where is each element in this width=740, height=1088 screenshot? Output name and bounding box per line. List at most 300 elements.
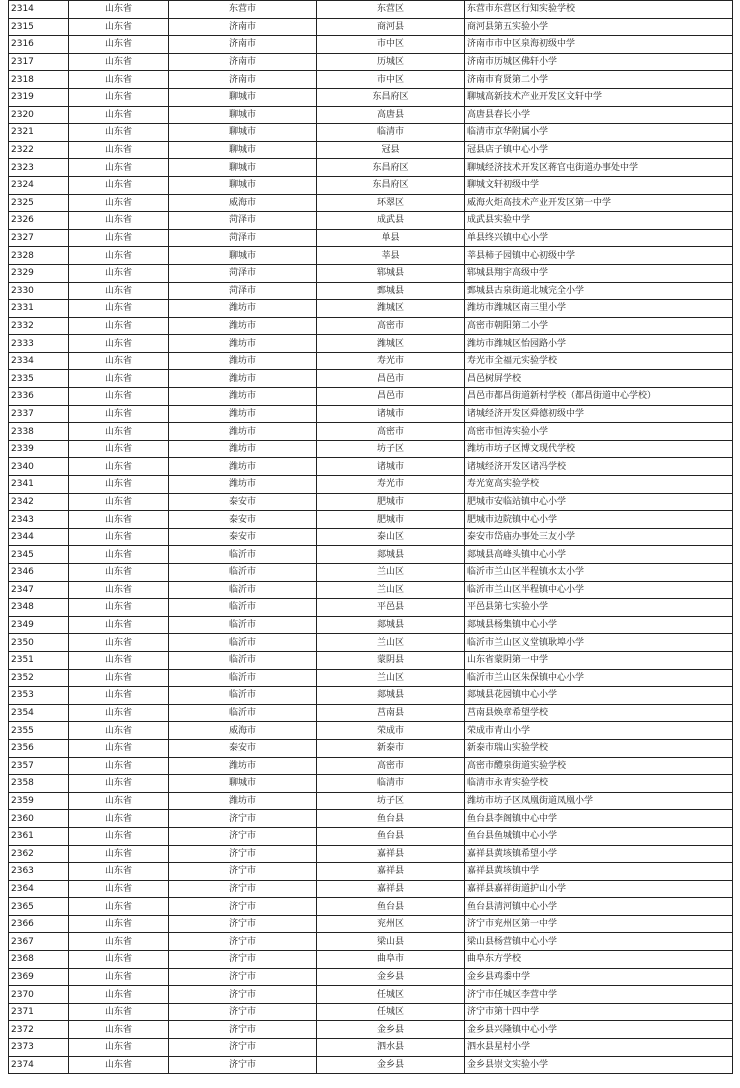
table-row — [9, 722, 733, 740]
city-cell: 临沂市 — [169, 599, 317, 617]
city-cell: 济宁市 — [169, 915, 317, 933]
table-row — [9, 229, 733, 247]
county-cell: 东昌府区 — [317, 88, 465, 106]
city-cell: 济宁市 — [169, 986, 317, 1004]
school-name-cell: 郓城县翔宇高级中学 — [465, 264, 733, 282]
row-number: 2356 — [9, 739, 69, 757]
row-number: 2360 — [9, 810, 69, 828]
school-name-cell: 金乡县鸡黍中学 — [465, 968, 733, 986]
county-cell: 东营区 — [317, 1, 465, 19]
county-cell: 鱼台县 — [317, 827, 465, 845]
city-cell: 泰安市 — [169, 528, 317, 546]
province-cell: 山东省 — [69, 282, 169, 300]
table-row — [9, 528, 733, 546]
row-number: 2352 — [9, 669, 69, 687]
school-name-cell: 冠县店子镇中心小学 — [465, 141, 733, 159]
row-number: 2327 — [9, 229, 69, 247]
city-cell: 聊城市 — [169, 141, 317, 159]
table-row — [9, 370, 733, 388]
county-cell: 泰山区 — [317, 528, 465, 546]
school-name-cell: 商河县第五实验小学 — [465, 18, 733, 36]
city-cell: 济宁市 — [169, 1039, 317, 1057]
school-name-cell: 济宁市任城区李营中学 — [465, 986, 733, 1004]
city-cell: 聊城市 — [169, 106, 317, 124]
city-cell: 临沂市 — [169, 669, 317, 687]
school-name-cell: 泰安市岱庙办事处三友小学 — [465, 528, 733, 546]
province-cell: 山东省 — [69, 1, 169, 19]
school-name-cell: 临清市永青实验学校 — [465, 775, 733, 793]
school-name-cell: 鱼台县李阁镇中心中学 — [465, 810, 733, 828]
row-number: 2349 — [9, 616, 69, 634]
county-cell: 莘县 — [317, 247, 465, 265]
county-cell: 鱼台县 — [317, 810, 465, 828]
county-cell: 兰山区 — [317, 634, 465, 652]
province-cell: 山东省 — [69, 388, 169, 406]
school-name-cell: 高密市恒涛实验小学 — [465, 423, 733, 441]
county-cell: 兖州区 — [317, 915, 465, 933]
table-row — [9, 18, 733, 36]
school-name-cell: 昌邑树屏学校 — [465, 370, 733, 388]
county-cell: 商河县 — [317, 18, 465, 36]
county-cell: 郓城县 — [317, 264, 465, 282]
county-cell: 泗水县 — [317, 1039, 465, 1057]
province-cell: 山东省 — [69, 810, 169, 828]
county-cell: 成武县 — [317, 212, 465, 230]
county-cell: 郯城县 — [317, 616, 465, 634]
row-number: 2370 — [9, 986, 69, 1004]
county-cell: 鱼台县 — [317, 898, 465, 916]
table-row — [9, 53, 733, 71]
city-cell: 济宁市 — [169, 863, 317, 881]
province-cell: 山东省 — [69, 352, 169, 370]
row-number: 2363 — [9, 863, 69, 881]
county-cell: 金乡县 — [317, 1056, 465, 1074]
row-number: 2318 — [9, 71, 69, 89]
city-cell: 威海市 — [169, 722, 317, 740]
city-cell: 临沂市 — [169, 564, 317, 582]
city-cell: 潍坊市 — [169, 370, 317, 388]
row-number: 2365 — [9, 898, 69, 916]
city-cell: 潍坊市 — [169, 458, 317, 476]
county-cell: 兰山区 — [317, 564, 465, 582]
county-cell: 兰山区 — [317, 581, 465, 599]
province-cell: 山东省 — [69, 141, 169, 159]
school-name-cell: 济南市育贤第二小学 — [465, 71, 733, 89]
row-number: 2325 — [9, 194, 69, 212]
city-cell: 临沂市 — [169, 616, 317, 634]
city-cell: 潍坊市 — [169, 423, 317, 441]
province-cell: 山东省 — [69, 493, 169, 511]
city-cell: 菏泽市 — [169, 229, 317, 247]
city-cell: 济宁市 — [169, 880, 317, 898]
county-cell: 莒南县 — [317, 704, 465, 722]
province-cell: 山东省 — [69, 212, 169, 230]
school-name-cell: 高唐县春长小学 — [465, 106, 733, 124]
row-number: 2328 — [9, 247, 69, 265]
province-cell: 山东省 — [69, 687, 169, 705]
row-number: 2345 — [9, 546, 69, 564]
table-row — [9, 106, 733, 124]
county-cell: 荣成市 — [317, 722, 465, 740]
province-cell: 山东省 — [69, 1021, 169, 1039]
school-name-cell: 鄄城县古泉街道北城完全小学 — [465, 282, 733, 300]
county-cell: 兰山区 — [317, 669, 465, 687]
province-cell: 山东省 — [69, 124, 169, 142]
school-name-cell: 临沂市兰山区半程镇中心小学 — [465, 581, 733, 599]
city-cell: 济宁市 — [169, 1056, 317, 1074]
county-cell: 郯城县 — [317, 546, 465, 564]
school-name-cell: 荣成市青山小学 — [465, 722, 733, 740]
county-cell: 东昌府区 — [317, 176, 465, 194]
province-cell: 山东省 — [69, 159, 169, 177]
province-cell: 山东省 — [69, 933, 169, 951]
table-row — [9, 176, 733, 194]
city-cell: 聊城市 — [169, 176, 317, 194]
province-cell: 山东省 — [69, 36, 169, 54]
county-cell: 鄄城县 — [317, 282, 465, 300]
city-cell: 济宁市 — [169, 1021, 317, 1039]
city-cell: 菏泽市 — [169, 282, 317, 300]
county-cell: 肥城市 — [317, 493, 465, 511]
city-cell: 济南市 — [169, 18, 317, 36]
row-number: 2322 — [9, 141, 69, 159]
table-body — [9, 1, 733, 1074]
province-cell: 山东省 — [69, 599, 169, 617]
province-cell: 山东省 — [69, 264, 169, 282]
school-name-cell: 临清市京华附属小学 — [465, 124, 733, 142]
county-cell: 嘉祥县 — [317, 880, 465, 898]
table-row — [9, 880, 733, 898]
school-name-cell: 潍坊市潍城区南三里小学 — [465, 300, 733, 318]
school-name-cell: 诸城经济开发区诸冯学校 — [465, 458, 733, 476]
school-name-cell: 济宁市兖州区第一中学 — [465, 915, 733, 933]
province-cell: 山东省 — [69, 229, 169, 247]
city-cell: 临沂市 — [169, 687, 317, 705]
row-number: 2343 — [9, 511, 69, 529]
table-row — [9, 124, 733, 142]
county-cell: 诸城市 — [317, 458, 465, 476]
row-number: 2332 — [9, 317, 69, 335]
table-row — [9, 405, 733, 423]
row-number: 2361 — [9, 827, 69, 845]
school-name-cell: 济南市市中区泉海初级中学 — [465, 36, 733, 54]
row-number: 2335 — [9, 370, 69, 388]
school-name-cell: 嘉祥县黄垓镇希望小学 — [465, 845, 733, 863]
row-number: 2362 — [9, 845, 69, 863]
table-row — [9, 352, 733, 370]
school-name-cell: 寿光宽高实验学校 — [465, 476, 733, 494]
school-name-cell: 泗水县星村小学 — [465, 1039, 733, 1057]
school-name-cell: 威海火炬高技术产业开发区第一中学 — [465, 194, 733, 212]
city-cell: 潍坊市 — [169, 388, 317, 406]
school-name-cell: 单县终兴镇中心小学 — [465, 229, 733, 247]
school-name-cell: 莘县柿子园镇中心初级中学 — [465, 247, 733, 265]
city-cell: 潍坊市 — [169, 757, 317, 775]
province-cell: 山东省 — [69, 528, 169, 546]
province-cell: 山东省 — [69, 1039, 169, 1057]
school-name-cell: 潍坊市坊子区博文现代学校 — [465, 440, 733, 458]
school-name-cell: 梁山县杨营镇中心小学 — [465, 933, 733, 951]
table-row — [9, 792, 733, 810]
row-number: 2320 — [9, 106, 69, 124]
school-name-cell: 鱼台县清河镇中心小学 — [465, 898, 733, 916]
school-name-cell: 高密市朝阳第二小学 — [465, 317, 733, 335]
table-row — [9, 1003, 733, 1021]
table-row — [9, 282, 733, 300]
table-row — [9, 775, 733, 793]
row-number: 2337 — [9, 405, 69, 423]
county-cell: 任城区 — [317, 986, 465, 1004]
table-row — [9, 898, 733, 916]
city-cell: 临沂市 — [169, 704, 317, 722]
table-row — [9, 1056, 733, 1074]
school-name-cell: 诸城经济开发区舜德初级中学 — [465, 405, 733, 423]
county-cell: 金乡县 — [317, 968, 465, 986]
county-cell: 坊子区 — [317, 792, 465, 810]
county-cell: 高唐县 — [317, 106, 465, 124]
county-cell: 嘉祥县 — [317, 863, 465, 881]
table-row — [9, 36, 733, 54]
table-row — [9, 194, 733, 212]
school-name-cell: 山东省蒙阴第一中学 — [465, 651, 733, 669]
row-number: 2355 — [9, 722, 69, 740]
city-cell: 济宁市 — [169, 898, 317, 916]
province-cell: 山东省 — [69, 458, 169, 476]
table-row — [9, 159, 733, 177]
province-cell: 山东省 — [69, 863, 169, 881]
school-name-cell: 聊城文轩初级中学 — [465, 176, 733, 194]
table-row — [9, 88, 733, 106]
city-cell: 聊城市 — [169, 775, 317, 793]
table-row — [9, 951, 733, 969]
city-cell: 临沂市 — [169, 546, 317, 564]
province-cell: 山东省 — [69, 546, 169, 564]
table-row — [9, 810, 733, 828]
province-cell: 山东省 — [69, 440, 169, 458]
province-cell: 山东省 — [69, 176, 169, 194]
row-number: 2336 — [9, 388, 69, 406]
row-number: 2372 — [9, 1021, 69, 1039]
table-row — [9, 827, 733, 845]
county-cell: 曲阜市 — [317, 951, 465, 969]
county-cell: 市中区 — [317, 71, 465, 89]
province-cell: 山东省 — [69, 88, 169, 106]
province-cell: 山东省 — [69, 476, 169, 494]
school-name-cell: 鱼台县鱼城镇中心小学 — [465, 827, 733, 845]
school-name-cell: 金乡县崇文实验小学 — [465, 1056, 733, 1074]
row-number: 2342 — [9, 493, 69, 511]
school-name-cell: 成武县实验中学 — [465, 212, 733, 230]
table-row — [9, 1, 733, 19]
province-cell: 山东省 — [69, 634, 169, 652]
county-cell: 高密市 — [317, 757, 465, 775]
city-cell: 潍坊市 — [169, 476, 317, 494]
row-number: 2316 — [9, 36, 69, 54]
table-row — [9, 933, 733, 951]
school-name-cell: 潍坊市坊子区凤凰街道凤凰小学 — [465, 792, 733, 810]
row-number: 2319 — [9, 88, 69, 106]
province-cell: 山东省 — [69, 53, 169, 71]
table-row — [9, 458, 733, 476]
school-name-cell: 郯城县高峰头镇中心小学 — [465, 546, 733, 564]
city-cell: 济宁市 — [169, 1003, 317, 1021]
county-cell: 新泰市 — [317, 739, 465, 757]
city-cell: 聊城市 — [169, 247, 317, 265]
school-name-cell: 肥城市安临站镇中心小学 — [465, 493, 733, 511]
table-row — [9, 511, 733, 529]
county-cell: 坊子区 — [317, 440, 465, 458]
province-cell: 山东省 — [69, 915, 169, 933]
county-cell: 东昌府区 — [317, 159, 465, 177]
province-cell: 山东省 — [69, 986, 169, 1004]
school-name-cell: 东营市东营区行知实验学校 — [465, 1, 733, 19]
city-cell: 东营市 — [169, 1, 317, 19]
province-cell: 山东省 — [69, 757, 169, 775]
city-cell: 济南市 — [169, 36, 317, 54]
county-cell: 肥城市 — [317, 511, 465, 529]
county-cell: 冠县 — [317, 141, 465, 159]
row-number: 2315 — [9, 18, 69, 36]
row-number: 2330 — [9, 282, 69, 300]
table-row — [9, 141, 733, 159]
row-number: 2364 — [9, 880, 69, 898]
row-number: 2324 — [9, 176, 69, 194]
province-cell: 山东省 — [69, 247, 169, 265]
city-cell: 聊城市 — [169, 159, 317, 177]
table-row — [9, 669, 733, 687]
row-number: 2334 — [9, 352, 69, 370]
school-name-cell: 昌邑市都昌街道新村学校（都昌街道中心学校） — [465, 388, 733, 406]
table-row — [9, 476, 733, 494]
city-cell: 济宁市 — [169, 968, 317, 986]
school-name-cell: 临沂市兰山区义堂镇耿埠小学 — [465, 634, 733, 652]
row-number: 2354 — [9, 704, 69, 722]
province-cell: 山东省 — [69, 775, 169, 793]
city-cell: 潍坊市 — [169, 317, 317, 335]
row-number: 2350 — [9, 634, 69, 652]
city-cell: 潍坊市 — [169, 335, 317, 353]
province-cell: 山东省 — [69, 651, 169, 669]
province-cell: 山东省 — [69, 616, 169, 634]
row-number: 2339 — [9, 440, 69, 458]
province-cell: 山东省 — [69, 300, 169, 318]
province-cell: 山东省 — [69, 18, 169, 36]
province-cell: 山东省 — [69, 405, 169, 423]
county-cell: 任城区 — [317, 1003, 465, 1021]
county-cell: 高密市 — [317, 317, 465, 335]
county-cell: 临清市 — [317, 124, 465, 142]
table-row — [9, 634, 733, 652]
city-cell: 潍坊市 — [169, 300, 317, 318]
county-cell: 寿光市 — [317, 476, 465, 494]
row-number: 2367 — [9, 933, 69, 951]
county-cell: 梁山县 — [317, 933, 465, 951]
county-cell: 平邑县 — [317, 599, 465, 617]
row-number: 2353 — [9, 687, 69, 705]
row-number: 2340 — [9, 458, 69, 476]
city-cell: 泰安市 — [169, 511, 317, 529]
province-cell: 山东省 — [69, 335, 169, 353]
table-row — [9, 581, 733, 599]
school-name-cell: 平邑县第七实验小学 — [465, 599, 733, 617]
school-name-cell: 潍坊市潍城区怡园路小学 — [465, 335, 733, 353]
table-row — [9, 757, 733, 775]
county-cell: 历城区 — [317, 53, 465, 71]
school-name-cell: 曲阜东方学校 — [465, 951, 733, 969]
county-cell: 潍城区 — [317, 300, 465, 318]
table-row — [9, 1021, 733, 1039]
table-row — [9, 863, 733, 881]
province-cell: 山东省 — [69, 581, 169, 599]
table-row — [9, 388, 733, 406]
county-cell: 单县 — [317, 229, 465, 247]
city-cell: 菏泽市 — [169, 212, 317, 230]
province-cell: 山东省 — [69, 827, 169, 845]
province-cell: 山东省 — [69, 704, 169, 722]
school-name-cell: 聊城经济技术开发区蒋官屯街道办事处中学 — [465, 159, 733, 177]
city-cell: 聊城市 — [169, 88, 317, 106]
city-cell: 聊城市 — [169, 124, 317, 142]
county-cell: 金乡县 — [317, 1021, 465, 1039]
row-number: 2351 — [9, 651, 69, 669]
row-number: 2348 — [9, 599, 69, 617]
city-cell: 菏泽市 — [169, 264, 317, 282]
school-name-cell: 嘉祥县嘉祥街道护山小学 — [465, 880, 733, 898]
province-cell: 山东省 — [69, 1003, 169, 1021]
row-number: 2326 — [9, 212, 69, 230]
row-number: 2341 — [9, 476, 69, 494]
school-name-cell: 郯城县花园镇中心小学 — [465, 687, 733, 705]
province-cell: 山东省 — [69, 194, 169, 212]
school-name-cell: 寿光市全福元实验学校 — [465, 352, 733, 370]
province-cell: 山东省 — [69, 739, 169, 757]
city-cell: 济南市 — [169, 71, 317, 89]
row-number: 2347 — [9, 581, 69, 599]
row-number: 2321 — [9, 124, 69, 142]
county-cell: 蒙阴县 — [317, 651, 465, 669]
city-cell: 济宁市 — [169, 951, 317, 969]
city-cell: 潍坊市 — [169, 792, 317, 810]
province-cell: 山东省 — [69, 423, 169, 441]
county-cell: 环翠区 — [317, 194, 465, 212]
table-row — [9, 968, 733, 986]
table-row — [9, 493, 733, 511]
city-cell: 济南市 — [169, 53, 317, 71]
table-row — [9, 317, 733, 335]
school-name-cell: 高密市醴泉街道实验学校 — [465, 757, 733, 775]
table-row — [9, 986, 733, 1004]
table-row — [9, 704, 733, 722]
row-number: 2368 — [9, 951, 69, 969]
county-cell: 高密市 — [317, 423, 465, 441]
school-list-table — [8, 0, 733, 1074]
row-number: 2314 — [9, 1, 69, 19]
school-name-cell: 聊城高新技术产业开发区文轩中学 — [465, 88, 733, 106]
row-number: 2369 — [9, 968, 69, 986]
county-cell: 嘉祥县 — [317, 845, 465, 863]
row-number: 2323 — [9, 159, 69, 177]
row-number: 2374 — [9, 1056, 69, 1074]
city-cell: 临沂市 — [169, 651, 317, 669]
school-name-cell: 临沂市兰山区朱保镇中心小学 — [465, 669, 733, 687]
row-number: 2338 — [9, 423, 69, 441]
row-number: 2359 — [9, 792, 69, 810]
school-name-cell: 莒南县焕章希望学校 — [465, 704, 733, 722]
school-name-cell: 临沂市兰山区半程镇水太小学 — [465, 564, 733, 582]
school-name-cell: 济宁市第十四中学 — [465, 1003, 733, 1021]
city-cell: 泰安市 — [169, 493, 317, 511]
table-row — [9, 335, 733, 353]
